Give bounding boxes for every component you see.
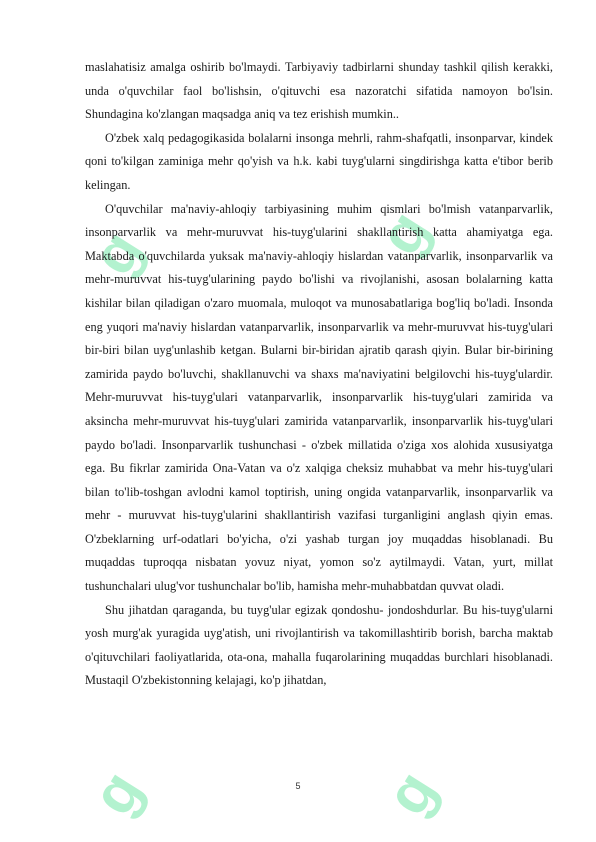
- paragraph: maslahatisiz amalga oshirib bo'lmaydi. Tarbiyaviy tadbirlarni shunday tashkil qilish kerakki, unda o'quvchilar faol bo'lishsin, o'qituvchi esa nazoratchi sifatida namoyon bo'lsin. Shundagina ko'zlangan maqsadga aniq va tez erishish mumkin..: [85, 60, 553, 122]
- paragraph: O'quvchilar ma'naviy-ahloqiy tarbiyasining muhim qismlari bo'lmish vatanparvarlik, insonparvarlik va mehr-muruvvat his-tuyg'ularini shakllantirish katta ahamiyatga ega. Maktabda o'quvchilarda yuksak ma'naviy-ahloqiy hislardan vatanparvarlik, insonparvarlik va mehr-muruvvat his-tuyg'ularining paydo bo'lishi va rivojlanishi, asosan bolalarning katta kishilar bilan qiladigan o'zaro muomala, muloqot va munosabatlariga bog'liq bo'ladi. Insonda eng yuqori ma'naviy hislardan vatanparvarlik, insonparvarlik va mehr-muruvvat his-tuyg'ulari bir-biri bilan uyg'unlashib ketgan. Bularni bir-biridan ajratib qarash qiyin. Bular bir-birining zamirida paydo bo'luvchi, shakllanuvchi va shaxs ma'naviyatini belgilovchi his-tuyg'ulardir. Mehr-muruvvat his-tuyg'ulari vatanparvarlik, insonparvarlik his-tuyg'ulari zamirida va aksincha mehr-muruvvat his-tuyg'ulari zamirida vatanparvarlik, insonparvarlik his-tuyg'ulari paydo bo'ladi. Insonparvarlik tushunchasi - o'zbek millatida o'ziga xos alohida xususiyatga ega. Bu fikrlar zamirida Ona-Vatan va o'z xalqiga cheksiz muhabbat va mehr his-tuyg'ulari bilan to'lib-toshgan avlodni kamol toptirish, uning ongida vatanparvarlik, insonparvarlik va mehr - muruvvat his-tuyg'ularini shakllantirish vazifasi turganligini anglash qiyin emas. O'zbeklarning urf-odatlari bo'yicha, o'zi yashab turgan joy muqaddas hisoblanadi. Bu muqaddas tuproqqa nisbatan yovuz niyat, yomon so'z aytilmaydi. Vatan, yurt, millat tushunchalari ulug'vor tushunchalar bo'lib, hamisha mehr-muhabbatdan quvvat oladi.: [85, 201, 553, 594]
- body-text: [85, 56, 553, 693]
- paragraph: O'zbek xalq pedagogikasida bolalarni insonga mehrli, rahm-shafqatli, insonparvar, kindek qoni to'kilgan zaminiga mehr qo'yish va h.k. kabi tuyg'ularni singdirishga katta e'tibor berib kelingan.: [85, 130, 553, 192]
- watermark: [372, 757, 451, 826]
- watermark-mark: g: [372, 757, 451, 827]
- watermark-mark: g: [365, 197, 444, 267]
- paragraph: Shu jihatdan qaraganda, bu tuyg'ular egizak qondoshu- jondoshdurlar. Bu his-tuyg'ularni yosh murg'ak yuragida uyg'atish, uni rivojlantirish va takomillashtirib borish, barcha maktab o'qituvchilari faoliyatlarida, ota-ona, mahalla fuqarolarining muqaddas burchlari hisoblanadi. Mustaqil O'zbekistonning kelajagi, ko'p jihatdan,: [85, 602, 553, 688]
- watermark-mark: g: [78, 757, 157, 827]
- page-number: 5: [295, 781, 301, 791]
- watermark-mark: g: [78, 217, 157, 287]
- watermark: [78, 757, 157, 826]
